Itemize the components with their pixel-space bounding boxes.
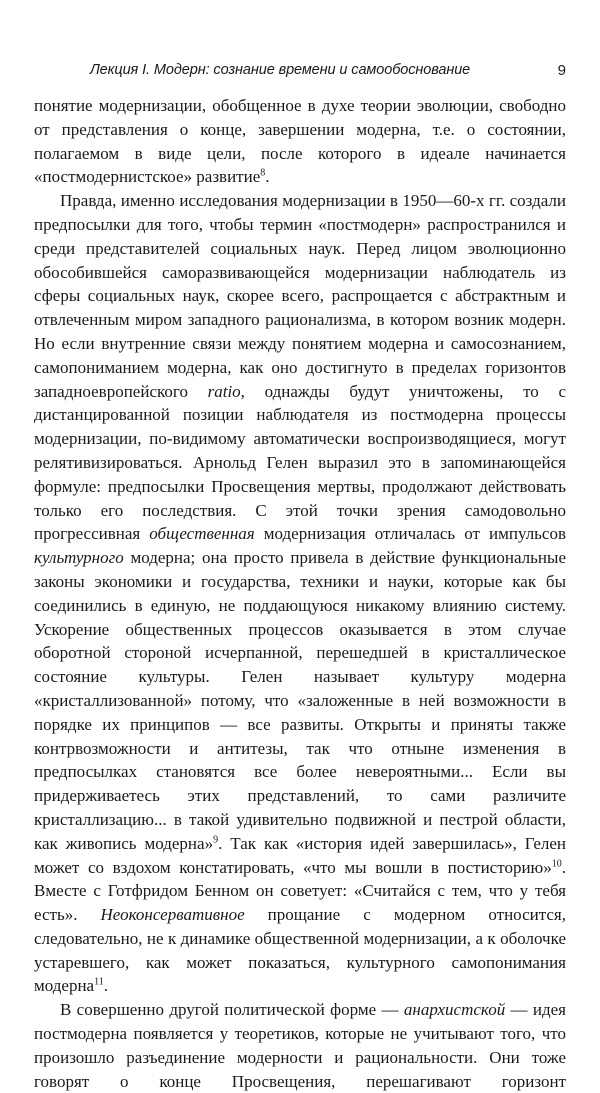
italic-term: культурного [34, 548, 124, 568]
page-number: 9 [557, 62, 566, 79]
text-run: — идея постмодерна появляется у теоретиков, которые не учитывают того, что произошло разъединение модерности и рациональности. Они тоже говорят о конце Просвещения, перешагивают горизонт [34, 1000, 566, 1091]
text-run: В совершенно другой политической форме — [60, 1000, 404, 1020]
paragraph-1 [34, 94, 566, 189]
footnote-ref: 11 [94, 976, 104, 988]
text-run: . [265, 167, 270, 187]
text-run: понятие модернизации, обобщенное в духе теории эволюции, свободно от представления о конце, завершении модерна, т.е. о состоянии, полагаемом в виде цели, после которого в идеале начинается «постмодернистское» развитие [34, 96, 566, 187]
footnote-ref: 10 [551, 857, 562, 869]
italic-term: общественная [149, 524, 255, 544]
text-run: , однажды будут уничтожены, то с дистанцированной позиции наблюдателя из постмодерна процессы модернизации, по-видимому автоматически воспроизводящиеся, могут релятивизироваться. Арнольд Гелен выразил это в запоминающейся формуле: предпосылки Просвещения мертвы, продолжают действовать только его последствия. С этой точки зрения самодовольно прогрессивная [34, 381, 566, 544]
italic-term: анархистской [403, 1000, 506, 1020]
text-run: . Вместе с Готфридом Бенном он советует: «Считайся с тем, что у тебя есть». [34, 857, 566, 925]
text-run: прощание с модерном относится, следовательно, не к динамике общественной модернизации, а к оболочке устаревшего, как может показаться, культурного самопонимания модерна [34, 905, 566, 996]
footnote-ref: 9 [213, 834, 219, 846]
text-run: модернизация отличалась от импульсов [254, 524, 567, 544]
italic-term: ratio [207, 381, 241, 401]
paragraph-2 [34, 189, 566, 998]
text-run: . Так как «история идей завершилась», Гелен может со вздохом констатировать, «что мы вошли в постисторию» [34, 833, 566, 877]
paragraph-3 [34, 998, 566, 1093]
running-head [34, 62, 566, 84]
text-run: Правда, именно исследования модернизации в 1950—60-х гг. создали предпосылки для того, чтобы термин «постмодерн» распространился и среди представителей социальных наук. Перед лицом эволюционно обособившейся саморазвивающейся модернизации наблюдатель из сферы социальных наук, скорее всего, распрощается с абстрактным и отвлеченным миром западного рационализма, в котором возник модерн. Но если внутренние связи между понятием модерна и самосознанием, самопониманием модерна, как оно достигнуто в пределах горизонтов западноевропейского [34, 191, 566, 401]
body-text [34, 94, 566, 1093]
italic-term: Неоконсервативное [100, 905, 245, 925]
text-run: . [103, 976, 108, 996]
running-title: Лекция I. Модерн: сознание времени и самообоснование [89, 62, 471, 78]
text-run: модерна; она просто привела в действие функциональные законы экономики и государства, техники и науки, которые как бы соединились в единую, не поддающуюся никакому влиянию систему. Ускорение общественных процессов оказывается в этом случае оборотной стороной исчерпанной, перешедшей в кристаллическое состояние культуры. Гелен называет культуру модерна «кристаллизованной» потому, что «заложенные в ней возможности в порядке их принципов — все развиты. Открыты и приняты также контрвозможности и антитезы, так что отныне изменения в предпосылках становятся все более невероятными... Если вы придерживаетесь этих представлений, то сами различите кристаллизацию... в такой удивительно подвижной и пестрой области, как живопись модерна» [34, 548, 566, 853]
footnote-ref: 8 [260, 167, 266, 179]
